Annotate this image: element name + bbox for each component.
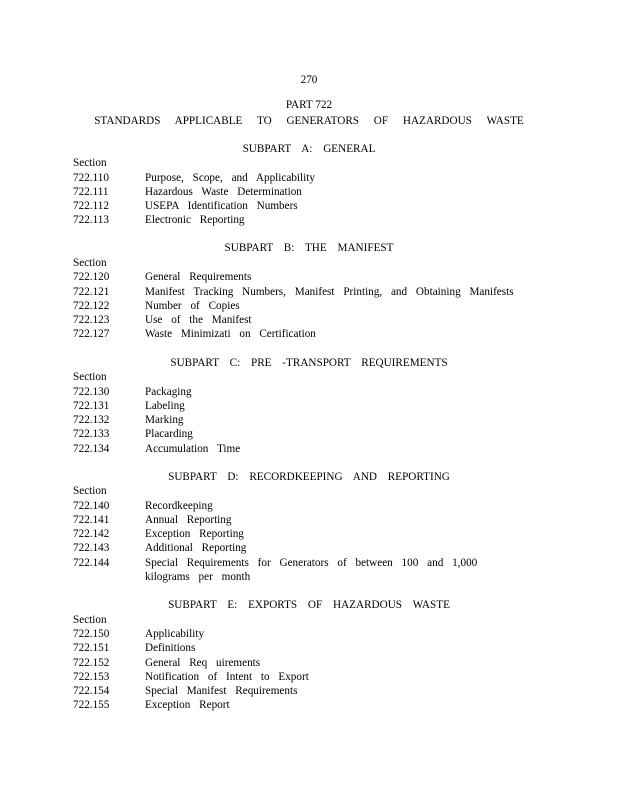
subpart-a-section-label: Section [73,157,107,169]
section-title: Placarding [145,428,193,440]
section-number: 722.110 [73,172,109,184]
section-number: 722.122 [73,300,110,312]
section-title: Applicability [145,628,205,640]
section-title: Packaging [145,386,192,398]
section-title: Manifest Tracking Numbers, Manifest Printing, and Obtaining Manifests [145,286,514,298]
section-title: Recordkeeping [145,500,213,512]
section-title: Purpose, Scope, and Applicability [145,172,315,184]
section-number: 722.140 [73,500,110,512]
subpart-c-title: SUBPART C: PRE -TRANSPORT REQUIREMENTS [170,357,448,369]
section-number: 722.131 [73,400,110,412]
subpart-d-title: SUBPART D: RECORDKEEPING AND REPORTING [168,471,450,483]
section-number: 722.133 [73,428,110,440]
subpart-e-title: SUBPART E: EXPORTS OF HAZARDOUS WASTE [168,599,450,611]
section-title: Additional Reporting [145,542,247,554]
section-title: Special Requirements for Generators of between 100 and 1,000 kilograms per month [145,557,478,583]
section-title: General Requirements [145,271,252,283]
section-number: 722.153 [73,671,110,683]
section-number: 722.154 [73,685,110,697]
section-number: 722.120 [73,271,110,283]
section-number: 722.123 [73,314,110,326]
section-title: Labeling [145,400,185,412]
section-number: 722.152 [73,657,110,669]
subpart-b-section-label: Section [73,257,107,269]
section-number: 722.127 [73,328,110,340]
section-title: USEPA Identification Numbers [145,200,298,212]
subpart-e-section-label: Section [73,614,107,626]
section-title: Notification of Intent to Export [145,671,309,683]
section-number: 722.130 [73,386,110,398]
section-number: 722.121 [73,286,110,298]
section-title: Special Manifest Requirements [145,685,298,697]
section-number: 722.142 [73,528,110,540]
section-number: 722.113 [73,214,109,226]
section-number: 722.155 [73,699,110,711]
section-number: 722.150 [73,628,110,640]
subpart-d-section-label: Section [73,485,107,497]
section-number: 722.144 [73,557,110,569]
section-title: Number of Copies [145,300,240,312]
section-title: Use of the Manifest [145,314,252,326]
subpart-a-title: SUBPART A: GENERAL [242,143,376,155]
section-title: General Req uirements [145,657,261,669]
part-title: PART 722 [285,99,333,111]
section-number: 722.132 [73,414,110,426]
section-number: 722.134 [73,443,110,455]
section-number: 722.151 [73,642,110,654]
section-number: 722.143 [73,542,110,554]
subpart-c-section-label: Section [73,371,107,383]
section-number: 722.111 [73,186,109,198]
section-title: Exception Report [145,699,230,711]
section-title: Waste Minimizati on Certification [145,328,316,340]
section-number: 722.112 [73,200,109,212]
subpart-b-title: SUBPART B: THE MANIFEST [224,242,394,254]
section-title: Definitions [145,642,196,654]
section-title: Hazardous Waste Determination [145,186,302,198]
section-title: Accumulation Time [145,443,241,455]
section-title: Marking [145,414,184,426]
page-number: 270 [300,74,318,86]
section-title: Annual Reporting [145,514,232,526]
part-subtitle: STANDARDS APPLICABLE TO GENERATORS OF HAZARDOUS WASTE [94,115,524,127]
section-title: Exception Reporting [145,528,244,540]
section-title: Electronic Reporting [145,214,245,226]
section-number: 722.141 [73,514,110,526]
